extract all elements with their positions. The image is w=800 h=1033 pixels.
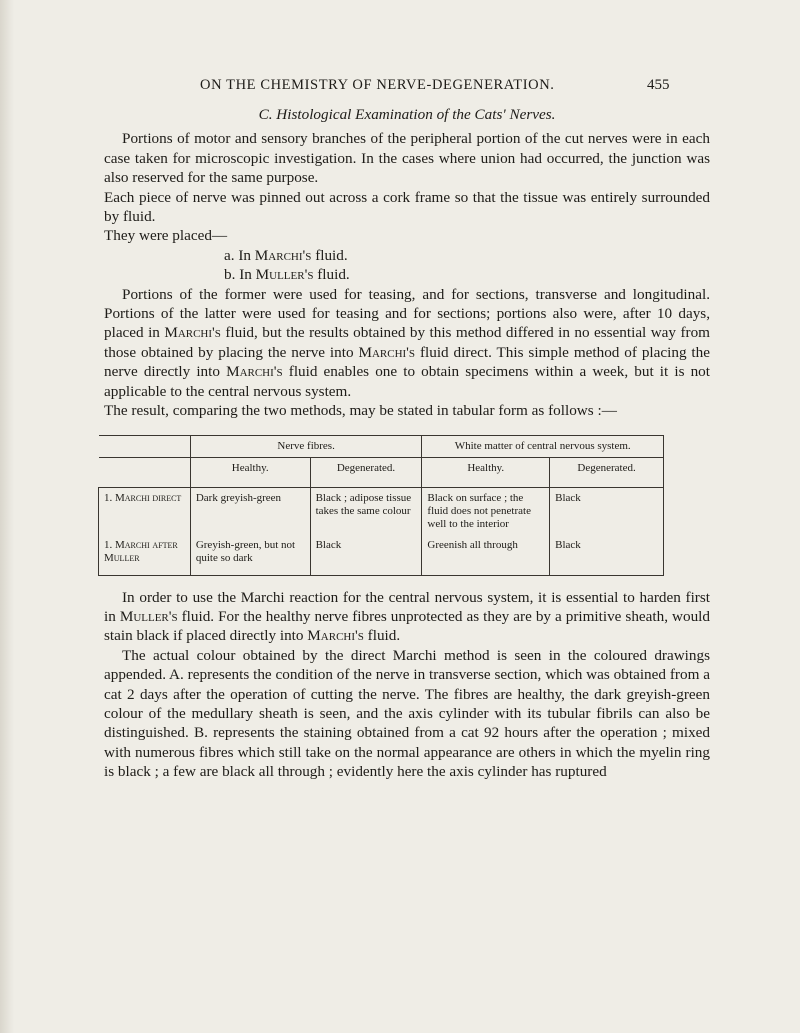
table-row — [99, 535, 664, 576]
page-edge-shadow — [0, 0, 14, 1033]
list-b-suffix: fluid. — [313, 266, 350, 284]
paragraph-6 — [104, 588, 710, 646]
list-item-b — [224, 265, 710, 284]
cell-wm-healthy: Black on surface ; the fluid does not penetrate well to the interior — [422, 487, 550, 535]
p4-name-2: Marchi's — [358, 343, 416, 361]
list-a-name: Marchi's — [254, 246, 312, 264]
running-head: ON THE CHEMISTRY OF NERVE-DEGENERATION. — [200, 77, 555, 93]
cell-nf-healthy: Greyish-green, but not quite so dark — [190, 535, 310, 576]
cell-wm-degenerated: Black — [550, 535, 664, 576]
list-a-prefix: a. In — [224, 246, 255, 264]
table-corner-cell-2 — [99, 457, 191, 487]
list-item-a — [224, 246, 710, 265]
p4-name-3: Marchi's — [226, 363, 283, 381]
table-sub-header-row — [99, 457, 664, 487]
table-corner-cell — [99, 435, 191, 457]
cell-nf-degenerated: Black ; adipose tissue takes the same colour — [310, 487, 422, 535]
list-a-suffix: fluid. — [311, 246, 348, 264]
header-degenerated-1: Degenerated. — [310, 457, 422, 487]
cell-wm-healthy: Greenish all through — [422, 535, 550, 576]
p6-text-2: fluid. For the healthy nerve fibres unprotected as they are by a primitive sheath, would stain black if placed directly into — [104, 607, 710, 645]
p4-text-1: Portions of the former were used for teasing, and for sections, transverse and longitudinal. Portions of the latter were used for teasing and for sections; portions also were, after 10 days, placed in — [104, 285, 710, 342]
p6-name-1: Muller's — [119, 607, 178, 625]
results-table — [98, 435, 664, 576]
paragraph-5: The result, comparing the two methods, may be stated in tabular form as follows :— — [104, 402, 617, 420]
p4-name-1: Marchi's — [164, 324, 221, 342]
page-number: 455 — [647, 77, 670, 93]
cell-nf-healthy: Dark greyish-green — [190, 487, 310, 535]
header-healthy-1: Healthy. — [190, 457, 310, 487]
paragraph-1: Portions of motor and sensory branches of the peripheral portion of the cut nerves were in each case taken for microscopic investigation. In the cases where union had occurred, the junction was also reserved for the same purpose. — [104, 130, 710, 187]
header-degenerated-2: Degenerated. — [550, 457, 664, 487]
p4-text-3: fluid direct. This simple method of placing the nerve directly into — [104, 343, 710, 381]
table-group-header-row — [99, 435, 664, 457]
list-b-name: Muller's — [255, 266, 314, 284]
row-label: 1. Marchi direct — [99, 487, 191, 535]
p6-name-2: Marchi's — [307, 627, 364, 645]
cell-nf-degenerated: Black — [310, 535, 422, 576]
p6-text-1: In order to use the Marchi reaction for the central nervous system, it is essential to harden first in — [104, 588, 710, 625]
section-heading: C. Histological Examination of the Cats' Nerves. — [258, 106, 556, 123]
fluid-list — [104, 246, 710, 285]
table-row — [99, 487, 664, 535]
paragraph-4 — [104, 285, 710, 401]
p4-text-4: fluid enables one to obtain specimens within a week, but it is not applicable to the central nervous system. — [104, 363, 710, 400]
paragraph-7: The actual colour obtained by the direct Marchi method is seen in the coloured drawings appended. A. represents the condition of the nerve in transverse section, which was obtained from a cat 2 days after the operation of cutting the nerve. The fibres are healthy, the dark greyish-green colour of the medullary sheath is seen, and the axis cylinder with its tubular fibrils can also be distinguished. B. represents the staining obtained from a cat 92 hours after the operation ; mixed with numerous fibres which still take on the normal appearance are others in which the myelin ring is black ; a few are black all through ; evidently here the axis cylinder has ruptured — [104, 646, 710, 781]
p6-text-3: fluid. — [363, 627, 401, 645]
group-header-nerve-fibres: Nerve fibres. — [190, 435, 422, 457]
header-healthy-2: Healthy. — [422, 457, 550, 487]
paragraph-2: Each piece of nerve was pinned out across a cork frame so that the tissue was entirely surrounded by fluid. — [104, 188, 710, 226]
p4-text-2: fluid, but the results obtained by this method differed in no essential way from those obtained by placing the nerve into — [104, 324, 710, 361]
body-text — [104, 100, 710, 782]
cell-wm-degenerated: Black — [550, 487, 664, 535]
group-header-white-matter: White matter of central nervous system. — [422, 435, 664, 457]
list-b-prefix: b. In — [224, 266, 256, 284]
row-label: 1. Marchi after Muller — [99, 535, 191, 576]
paragraph-3: They were placed— — [104, 227, 228, 245]
